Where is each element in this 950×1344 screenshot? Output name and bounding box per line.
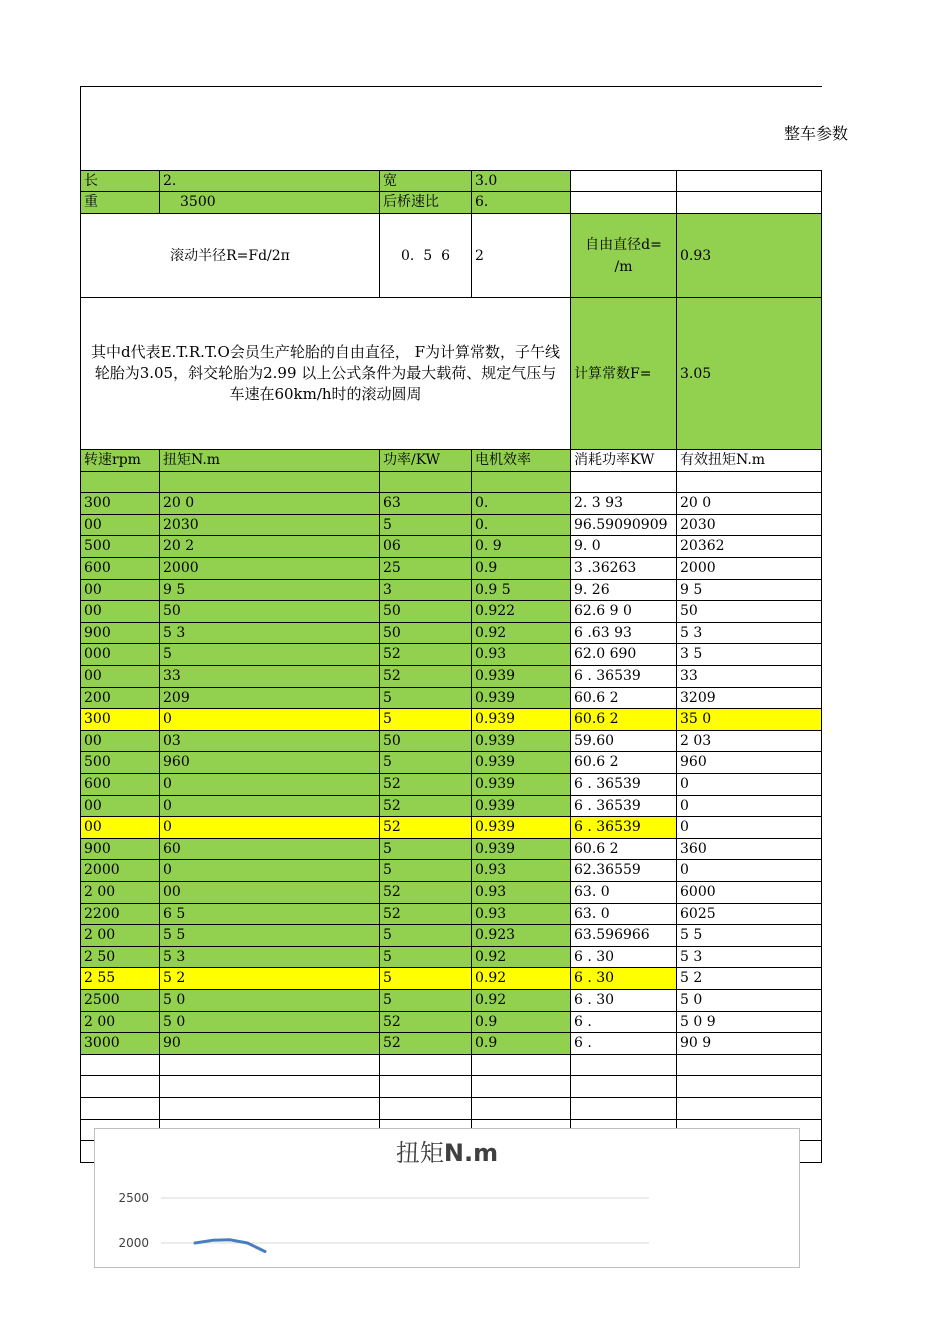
empty-cell[interactable] bbox=[570, 191, 677, 214]
free-diameter-value[interactable]: 0.93 bbox=[676, 213, 822, 298]
header-power[interactable]: 功率/KW bbox=[379, 449, 472, 472]
length-value[interactable]: 2. bbox=[159, 170, 380, 192]
cell-torque[interactable]: 2030 bbox=[159, 514, 380, 537]
y-tick-label: 2000 bbox=[118, 1236, 149, 1250]
cell-torque[interactable]: 209 bbox=[159, 687, 380, 710]
cell-effective-torque[interactable]: 50 bbox=[676, 600, 822, 623]
cell-effective-torque[interactable]: 20 0 bbox=[676, 492, 822, 515]
axle-ratio-value[interactable]: 6. bbox=[471, 191, 571, 214]
spreadsheet bbox=[80, 86, 849, 1252]
calc-constant-value[interactable]: 3.05 bbox=[676, 297, 822, 450]
cell-efficiency[interactable]: 0.939 bbox=[471, 816, 571, 839]
cell-rpm[interactable]: 2500 bbox=[80, 989, 160, 1012]
formula-note[interactable]: 其中d代表E.T.R.T.O会员生产轮胎的自由直径， F为计算常数，子午线轮胎为3.05，斜交轮胎为2.99 以上公式条件为最大载荷、规定气压与车速在60km/h时的滚动圆周 bbox=[80, 297, 571, 450]
weight-value[interactable]: 3500 bbox=[159, 191, 380, 214]
chart-title-text: 扭矩 bbox=[395, 1139, 444, 1167]
free-diameter-label[interactable]: 自由直径d= /m bbox=[570, 213, 677, 298]
cell-effective-torque[interactable]: 0 bbox=[676, 816, 822, 839]
cell-effective-torque[interactable]: 5 2 bbox=[676, 967, 822, 990]
cell-rpm[interactable]: 500 bbox=[80, 751, 160, 774]
length-label[interactable]: 长 bbox=[80, 170, 160, 192]
cell-efficiency[interactable]: 0.939 bbox=[471, 751, 571, 774]
cell-power[interactable]: 5 bbox=[379, 708, 472, 731]
empty-cell[interactable] bbox=[570, 1097, 677, 1120]
cell-efficiency[interactable]: 0.939 bbox=[471, 795, 571, 818]
cell-rpm[interactable]: 900 bbox=[80, 838, 160, 861]
cell-consumed-power[interactable]: 2. 3 93 bbox=[570, 492, 677, 515]
cell-effective-torque[interactable]: 5 3 bbox=[676, 622, 822, 645]
cell-power[interactable]: 52 bbox=[379, 773, 472, 796]
cell-efficiency[interactable]: 0.92 bbox=[471, 989, 571, 1012]
cell-power[interactable]: 5 bbox=[379, 838, 472, 861]
cell-power[interactable]: 5 bbox=[379, 946, 472, 969]
cell-power[interactable]: 5 bbox=[379, 967, 472, 990]
cell-rpm[interactable]: 2 00 bbox=[80, 881, 160, 904]
cell-efficiency[interactable]: 0.9 bbox=[471, 1011, 571, 1034]
chart-title bbox=[396, 1139, 498, 1167]
empty-cell[interactable] bbox=[471, 1075, 571, 1098]
cell-rpm[interactable]: 00 bbox=[80, 730, 160, 753]
cell-torque[interactable]: 0 bbox=[159, 816, 380, 839]
cell-consumed-power[interactable]: 6 . 36539 bbox=[570, 773, 677, 796]
empty-cell[interactable] bbox=[676, 191, 822, 214]
cell-efficiency[interactable]: 0. bbox=[471, 492, 571, 515]
cell-efficiency[interactable]: 0.939 bbox=[471, 708, 571, 731]
empty-cell[interactable] bbox=[676, 170, 822, 192]
cell-efficiency[interactable]: 0.939 bbox=[471, 665, 571, 688]
cell-efficiency[interactable]: 0.939 bbox=[471, 773, 571, 796]
empty-cell[interactable] bbox=[379, 471, 472, 494]
header-efficiency[interactable]: 电机效率 bbox=[471, 449, 571, 472]
y-tick-label: 2500 bbox=[118, 1191, 149, 1205]
cell-torque[interactable]: 00 bbox=[159, 881, 380, 904]
cell-effective-torque[interactable]: 6000 bbox=[676, 881, 822, 904]
header-consumed-power[interactable]: 消耗功率KW bbox=[570, 449, 677, 472]
empty-cell[interactable] bbox=[379, 1097, 472, 1120]
cell-power[interactable]: 3 bbox=[379, 579, 472, 602]
cell-rpm[interactable]: 00 bbox=[80, 816, 160, 839]
cell-rpm[interactable]: 2 00 bbox=[80, 924, 160, 947]
cell-torque[interactable]: 5 3 bbox=[159, 622, 380, 645]
cell-power[interactable]: 5 bbox=[379, 859, 472, 882]
cell-rpm[interactable]: 300 bbox=[80, 708, 160, 731]
cell-torque[interactable]: 20 2 bbox=[159, 535, 380, 558]
cell-consumed-power[interactable]: 62.6 9 0 bbox=[570, 600, 677, 623]
width-value[interactable]: 3.0 bbox=[471, 170, 571, 192]
empty-cell[interactable] bbox=[676, 471, 822, 494]
rolling-radius-label[interactable]: 滚动半径R=Fd/2π bbox=[80, 213, 380, 298]
cell-rpm[interactable]: 600 bbox=[80, 773, 160, 796]
empty-cell[interactable] bbox=[570, 471, 677, 494]
empty-cell[interactable] bbox=[676, 1054, 822, 1077]
cell-consumed-power[interactable]: 63. 0 bbox=[570, 903, 677, 926]
header-effective-torque[interactable]: 有效扭矩N.m bbox=[676, 449, 822, 472]
cell-power[interactable]: 52 bbox=[379, 795, 472, 818]
empty-cell[interactable] bbox=[80, 471, 160, 494]
empty-cell[interactable] bbox=[159, 471, 380, 494]
cell-rpm[interactable]: 2000 bbox=[80, 859, 160, 882]
cell-power[interactable]: 50 bbox=[379, 600, 472, 623]
cell-rpm[interactable]: 900 bbox=[80, 622, 160, 645]
cell-efficiency[interactable]: 0.9 bbox=[471, 1032, 571, 1055]
cell-torque[interactable]: 9 5 bbox=[159, 579, 380, 602]
cell-efficiency[interactable]: 0.9 5 bbox=[471, 579, 571, 602]
cell-rpm[interactable]: 3000 bbox=[80, 1032, 160, 1055]
cell-consumed-power[interactable]: 6 . 30 bbox=[570, 946, 677, 969]
cell-torque[interactable]: 0 bbox=[159, 795, 380, 818]
cell-consumed-power[interactable]: 63.596966 bbox=[570, 924, 677, 947]
empty-cell[interactable] bbox=[80, 1097, 160, 1120]
empty-cell[interactable] bbox=[80, 1054, 160, 1077]
cell-power[interactable]: 52 bbox=[379, 1011, 472, 1034]
cell-effective-torque[interactable]: 960 bbox=[676, 751, 822, 774]
cell-consumed-power[interactable]: 6 . bbox=[570, 1011, 677, 1034]
cell-efficiency[interactable]: 0.9 bbox=[471, 557, 571, 580]
cell-power[interactable]: 5 bbox=[379, 989, 472, 1012]
empty-cell[interactable] bbox=[159, 1097, 380, 1120]
header-rpm[interactable]: 转速rpm bbox=[80, 449, 160, 472]
cell-consumed-power[interactable]: 9. 26 bbox=[570, 579, 677, 602]
cell-torque[interactable]: 20 0 bbox=[159, 492, 380, 515]
cell-efficiency[interactable]: 0.922 bbox=[471, 600, 571, 623]
cell-torque[interactable]: 5 2 bbox=[159, 967, 380, 990]
torque-chart bbox=[94, 1128, 800, 1268]
cell-efficiency[interactable]: 0.93 bbox=[471, 859, 571, 882]
cell-effective-torque[interactable]: 2030 bbox=[676, 514, 822, 537]
cell-torque[interactable]: 0 bbox=[159, 708, 380, 731]
cell-torque[interactable]: 5 0 bbox=[159, 989, 380, 1012]
empty-cell[interactable] bbox=[471, 1054, 571, 1077]
cell-rpm[interactable]: 500 bbox=[80, 535, 160, 558]
empty-cell[interactable] bbox=[379, 1075, 472, 1098]
cell-torque[interactable]: 2000 bbox=[159, 557, 380, 580]
width-label[interactable]: 宽 bbox=[379, 170, 472, 192]
cell-consumed-power[interactable]: 6 . 30 bbox=[570, 989, 677, 1012]
cell-efficiency[interactable]: 0.939 bbox=[471, 730, 571, 753]
cell-rpm[interactable]: 2 55 bbox=[80, 967, 160, 990]
cell-consumed-power[interactable]: 60.6 2 bbox=[570, 838, 677, 861]
cell-power[interactable]: 5 bbox=[379, 924, 472, 947]
cell-consumed-power[interactable]: 6 . 30 bbox=[570, 967, 677, 990]
cell-consumed-power[interactable]: 59.60 bbox=[570, 730, 677, 753]
cell-effective-torque[interactable]: 5 3 bbox=[676, 946, 822, 969]
cell-power[interactable]: 06 bbox=[379, 535, 472, 558]
empty-cell[interactable] bbox=[159, 1054, 380, 1077]
cell-efficiency[interactable]: 0.92 bbox=[471, 946, 571, 969]
cell-consumed-power[interactable]: 96.59090909 bbox=[570, 514, 677, 537]
cell-torque[interactable]: 33 bbox=[159, 665, 380, 688]
cell-power[interactable]: 50 bbox=[379, 622, 472, 645]
cell-consumed-power[interactable]: 9. 0 bbox=[570, 535, 677, 558]
cell-effective-torque[interactable]: 0 bbox=[676, 773, 822, 796]
cell-torque[interactable]: 50 bbox=[159, 600, 380, 623]
cell-effective-torque[interactable]: 9 5 bbox=[676, 579, 822, 602]
cell-consumed-power[interactable]: 6 .63 93 bbox=[570, 622, 677, 645]
cell-efficiency[interactable]: 0.939 bbox=[471, 687, 571, 710]
cell-efficiency[interactable]: 0.92 bbox=[471, 622, 571, 645]
cell-efficiency[interactable]: 0.93 bbox=[471, 643, 571, 666]
empty-cell[interactable] bbox=[570, 170, 677, 192]
sheet-header bbox=[80, 86, 849, 170]
cell-effective-torque[interactable]: 5 0 bbox=[676, 989, 822, 1012]
cell-power[interactable]: 5 bbox=[379, 514, 472, 537]
empty-cell[interactable] bbox=[471, 1097, 571, 1120]
cell-torque[interactable]: 5 bbox=[159, 643, 380, 666]
cell-rpm[interactable]: 2 50 bbox=[80, 946, 160, 969]
cell-rpm[interactable]: 600 bbox=[80, 557, 160, 580]
cell-effective-torque[interactable]: 3209 bbox=[676, 687, 822, 710]
empty-cell[interactable] bbox=[80, 1075, 160, 1098]
empty-cell[interactable] bbox=[676, 1075, 822, 1098]
cell-power[interactable]: 52 bbox=[379, 816, 472, 839]
cell-effective-torque[interactable]: 0 bbox=[676, 859, 822, 882]
cell-rpm[interactable]: 00 bbox=[80, 600, 160, 623]
cell-rpm[interactable]: 00 bbox=[80, 579, 160, 602]
cell-consumed-power[interactable]: 60.6 2 bbox=[570, 687, 677, 710]
cell-consumed-power[interactable]: 6 . 36539 bbox=[570, 816, 677, 839]
cell-efficiency[interactable]: 0. bbox=[471, 514, 571, 537]
header-torque[interactable]: 扭矩N.m bbox=[159, 449, 380, 472]
cell-rpm[interactable]: 00 bbox=[80, 795, 160, 818]
torque-chart-svg bbox=[95, 1129, 799, 1267]
cell-power[interactable]: 5 bbox=[379, 751, 472, 774]
cell-torque[interactable]: 60 bbox=[159, 838, 380, 861]
cell-efficiency[interactable]: 0. 9 bbox=[471, 535, 571, 558]
cell-torque[interactable]: 6 5 bbox=[159, 903, 380, 926]
cell-rpm[interactable]: 00 bbox=[80, 665, 160, 688]
cell-torque[interactable]: 0 bbox=[159, 859, 380, 882]
cell-consumed-power[interactable]: 62.36559 bbox=[570, 859, 677, 882]
cell-torque[interactable]: 960 bbox=[159, 751, 380, 774]
cell-power[interactable]: 52 bbox=[379, 643, 472, 666]
cell-torque[interactable]: 5 3 bbox=[159, 946, 380, 969]
weight-label[interactable]: 重 bbox=[80, 191, 160, 214]
cell-rpm[interactable]: 000 bbox=[80, 643, 160, 666]
cell-consumed-power[interactable]: 6 . 36539 bbox=[570, 665, 677, 688]
cell-consumed-power[interactable]: 60.6 2 bbox=[570, 751, 677, 774]
cell-consumed-power[interactable]: 63. 0 bbox=[570, 881, 677, 904]
cell-rpm[interactable]: 2200 bbox=[80, 903, 160, 926]
cell-effective-torque[interactable]: 2 03 bbox=[676, 730, 822, 753]
cell-consumed-power[interactable]: 60.6 2 bbox=[570, 708, 677, 731]
cell-effective-torque[interactable]: 5 0 9 bbox=[676, 1011, 822, 1034]
cell-effective-torque[interactable]: 6025 bbox=[676, 903, 822, 926]
cell-effective-torque[interactable]: 90 9 bbox=[676, 1032, 822, 1055]
cell-effective-torque[interactable]: 3 5 bbox=[676, 643, 822, 666]
page-title: 整车参数 bbox=[784, 124, 849, 143]
empty-cell[interactable] bbox=[379, 1054, 472, 1077]
cell-power[interactable]: 52 bbox=[379, 1032, 472, 1055]
cell-torque[interactable]: 0 bbox=[159, 773, 380, 796]
empty-cell[interactable] bbox=[471, 471, 571, 494]
rolling-radius-value-2[interactable]: 2 bbox=[471, 213, 571, 298]
torque-series-line bbox=[195, 1240, 265, 1252]
cell-torque[interactable]: 03 bbox=[159, 730, 380, 753]
cell-rpm[interactable]: 300 bbox=[80, 492, 160, 515]
cell-consumed-power[interactable]: 6 . 36539 bbox=[570, 795, 677, 818]
cell-effective-torque[interactable]: 5 5 bbox=[676, 924, 822, 947]
axle-ratio-label[interactable]: 后桥速比 bbox=[379, 191, 472, 214]
cell-power[interactable]: 52 bbox=[379, 903, 472, 926]
empty-cell[interactable] bbox=[570, 1075, 677, 1098]
cell-power[interactable]: 52 bbox=[379, 665, 472, 688]
empty-cell[interactable] bbox=[570, 1054, 677, 1077]
cell-efficiency[interactable]: 0.92 bbox=[471, 967, 571, 990]
chart-title-unit: N.m bbox=[443, 1139, 499, 1167]
cell-efficiency[interactable]: 0.939 bbox=[471, 838, 571, 861]
cell-power[interactable]: 63 bbox=[379, 492, 472, 515]
cell-rpm[interactable]: 00 bbox=[80, 514, 160, 537]
cell-consumed-power[interactable]: 3 .36263 bbox=[570, 557, 677, 580]
cell-power[interactable]: 25 bbox=[379, 557, 472, 580]
cell-effective-torque[interactable]: 20362 bbox=[676, 535, 822, 558]
empty-cell[interactable] bbox=[159, 1075, 380, 1098]
cell-torque[interactable]: 5 0 bbox=[159, 1011, 380, 1034]
cell-effective-torque[interactable]: 360 bbox=[676, 838, 822, 861]
cell-effective-torque[interactable]: 2000 bbox=[676, 557, 822, 580]
cell-torque[interactable]: 5 5 bbox=[159, 924, 380, 947]
cell-consumed-power[interactable]: 62.0 690 bbox=[570, 643, 677, 666]
cell-consumed-power[interactable]: 6 . bbox=[570, 1032, 677, 1055]
cell-effective-torque[interactable]: 33 bbox=[676, 665, 822, 688]
empty-cell[interactable] bbox=[676, 1097, 822, 1120]
cell-efficiency[interactable]: 0.93 bbox=[471, 903, 571, 926]
cell-power[interactable]: 52 bbox=[379, 881, 472, 904]
cell-efficiency[interactable]: 0.93 bbox=[471, 881, 571, 904]
cell-effective-torque[interactable]: 35 0 bbox=[676, 708, 822, 731]
cell-power[interactable]: 50 bbox=[379, 730, 472, 753]
calc-constant-label[interactable]: 计算常数F= bbox=[570, 297, 677, 450]
cell-power[interactable]: 5 bbox=[379, 687, 472, 710]
cell-rpm[interactable]: 2 00 bbox=[80, 1011, 160, 1034]
cell-efficiency[interactable]: 0.923 bbox=[471, 924, 571, 947]
cell-rpm[interactable]: 200 bbox=[80, 687, 160, 710]
cell-effective-torque[interactable]: 0 bbox=[676, 795, 822, 818]
cell-torque[interactable]: 90 bbox=[159, 1032, 380, 1055]
rolling-radius-value-1[interactable]: 0. 5 6 bbox=[379, 213, 472, 298]
